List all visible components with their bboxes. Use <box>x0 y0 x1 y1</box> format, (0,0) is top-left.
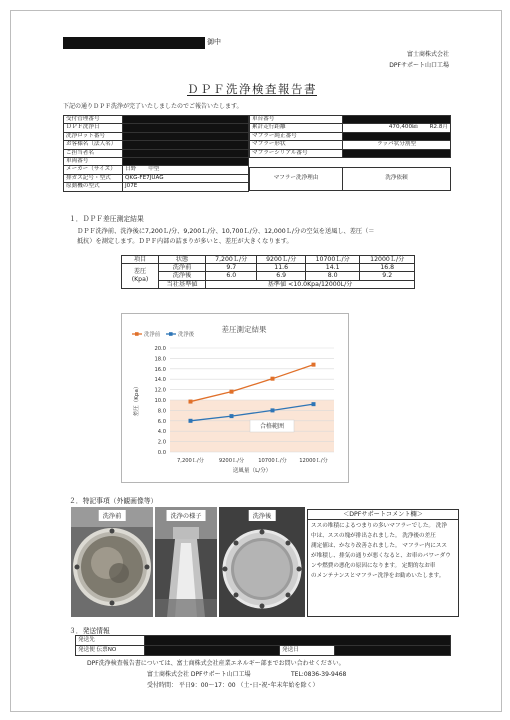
dp-before-value: 9.7 <box>206 264 257 272</box>
muffler-reason-table <box>249 167 451 191</box>
info-right-label: マフラー純正番号 <box>250 132 343 140</box>
dp-standard-label: 当社基準値 <box>159 280 206 288</box>
info-left-value-redacted <box>123 132 249 140</box>
company-name: 富士商株式会社 <box>406 51 449 58</box>
shipping-table <box>75 635 451 656</box>
info-right-label: マフラー形状 <box>250 141 343 149</box>
shipping-dest-label: 発送先 <box>76 636 145 646</box>
y-tick-label: 4.0 <box>157 429 166 436</box>
differential-pressure-table <box>121 255 415 289</box>
dp-after-value: 6.9 <box>257 272 305 280</box>
intro-text: 下記の通りＤＰＦ洗浄が完了いたしましたのでご報告いたします。 <box>63 103 243 110</box>
info-left-value-main: 日野 <box>125 166 137 173</box>
info-right-value <box>343 124 451 132</box>
info-left-value-redacted <box>123 158 249 166</box>
section1-paragraph-1: ＤＰＦ洗浄前、洗浄後に7,200Ｌ/分、9,200Ｌ/分、10,700Ｌ/分、12,000Ｌ/分の空気を送風し、差圧（＝ <box>77 228 375 235</box>
dp-flow-header: 10700Ｌ/分 <box>305 256 360 264</box>
footer-company: 富士商株式会社 DPFサポート山口工場 <box>147 671 251 678</box>
muffler-reason-label: マフラー洗浄理由 <box>250 168 343 191</box>
photo-label-before: 洗浄前 <box>99 510 126 521</box>
info-left-value <box>123 166 249 174</box>
y-tick-label: 14.0 <box>154 377 166 384</box>
info-left-value-redacted <box>123 124 249 132</box>
dp-after-label: 洗浄後 <box>159 272 206 280</box>
y-tick-label: 12.0 <box>154 387 166 394</box>
info-right-value-sub: R2.8月 <box>429 124 448 131</box>
comment-title: ＜DPFサポートコメント欄＞ <box>308 510 458 520</box>
chart-title: 差圧測定結果 <box>221 325 267 334</box>
comment-line: が堆積し、排気の通りが悪くなると、お車のパワーダウ <box>311 553 451 559</box>
legend-marker <box>135 332 139 336</box>
x-tick-label: 10700Ｌ/分 <box>258 458 287 464</box>
photo-label-after: 洗浄後 <box>249 510 276 521</box>
photo-before-image <box>71 507 153 617</box>
dp-after-value: 8.0 <box>305 272 360 280</box>
dp-before-value: 14.1 <box>305 264 360 272</box>
info-right-value-redacted <box>343 132 451 140</box>
info-right-value: ラッパ状分割型 <box>343 141 451 149</box>
dp-flow-header: 9200Ｌ/分 <box>257 256 305 264</box>
info-left-label: 原動機の型式 <box>64 183 123 191</box>
section1-paragraph-2: 抵抗）を測定します。ＤＰＦ内部の詰まりが多いと、差圧が大きくなります。 <box>77 238 293 245</box>
info-left-value: J07E <box>123 183 249 191</box>
dp-row-label-1: 差圧 <box>133 268 147 275</box>
y-tick-label: 0.0 <box>157 450 166 456</box>
shipping-date-label: 発送日 <box>280 646 335 656</box>
y-tick-label: 6.0 <box>157 418 166 425</box>
dp-row-label-2: (Kpa) <box>131 276 149 283</box>
comment-line: のメンテナンスとマフラー洗浄をお勧めいたします。 <box>311 573 445 579</box>
footer-hours: 受付時間： 平日9：00～17：00 （土･日･祝･年末年始を除く） <box>147 682 319 689</box>
y-tick-label: 16.0 <box>154 366 166 373</box>
dp-before-value: 16.8 <box>360 264 415 272</box>
shipping-date-redacted <box>335 646 451 656</box>
dp-flow-header: 12000Ｌ/分 <box>360 256 415 264</box>
report-page <box>10 10 502 712</box>
info-right-label: マフラーシリアル番号 <box>250 149 343 157</box>
info-left-value-sub: 中型 <box>148 166 160 173</box>
section3-heading: ３．発送情報 <box>69 627 110 635</box>
comment-box <box>307 509 459 617</box>
y-tick-label: 2.0 <box>157 439 166 446</box>
info-right-label: 車台番号 <box>250 116 343 124</box>
dp-after-value: 9.2 <box>360 272 415 280</box>
shipping-carrier-label: 発送便 伝票NO <box>76 646 145 656</box>
legend-marker <box>169 332 173 336</box>
data-point-after <box>312 402 316 406</box>
dp-before-label: 洗浄前 <box>159 264 206 272</box>
photo-before-cleaning <box>71 507 153 617</box>
dp-item-header: 項目 <box>122 256 159 264</box>
shipping-dest-redacted <box>145 636 451 646</box>
dp-row-label <box>122 264 159 289</box>
footer-line-1: DPF洗浄検査報告書については、富士商株式会社産業エネルギー部までお問い合わせください。 <box>87 660 345 667</box>
series-line-before <box>191 365 314 402</box>
data-point-after <box>271 408 275 412</box>
info-left-label: 洗浄ロット番号 <box>64 132 123 140</box>
comment-line: ンや燃費の悪化の原因になります。 定期的なお車 <box>311 563 436 569</box>
report-title: ＤＰＦ洗浄検査報告書 <box>187 82 317 96</box>
photo-label-cleaning: 洗浄の様子 <box>167 510 206 521</box>
y-tick-label: 10.0 <box>154 398 166 404</box>
pressure-chart-svg <box>122 314 348 482</box>
data-point-before <box>189 400 193 404</box>
data-point-after <box>230 414 234 418</box>
data-point-before <box>271 377 275 381</box>
info-right-value-redacted <box>343 116 451 124</box>
comment-line: 中は、ススの塊が排出されました。 洗浄後の差圧 <box>311 533 436 539</box>
y-axis-label: 差圧（Kpa） <box>134 383 140 417</box>
info-left-label: 排ガス記号・型式 <box>64 174 123 182</box>
photo-after-image <box>219 507 305 617</box>
footer-tel: TEL:0836-39-9468 <box>291 671 347 678</box>
photo-cleaning-image <box>155 507 217 617</box>
branch-name: DPFサポート山口工場 <box>389 62 449 69</box>
x-tick-label: 9200Ｌ/分 <box>218 458 245 464</box>
pressure-chart <box>121 313 349 483</box>
dp-state-header: 状態 <box>159 256 206 264</box>
info-left-label: 車両番号 <box>64 158 123 166</box>
x-axis-label: 送風量（L/分） <box>232 468 272 474</box>
dp-after-value: 6.0 <box>206 272 257 280</box>
dp-before-value: 11.6 <box>257 264 305 272</box>
legend-label: 洗浄前 <box>144 332 161 338</box>
comment-line: ススの堆積によるつまりの多いマフラーでした。 洗浄 <box>311 523 447 529</box>
x-tick-label: 12000Ｌ/分 <box>299 458 328 464</box>
info-left-value-redacted <box>123 141 249 149</box>
recipient-suffix: 御中 <box>207 38 221 46</box>
legend-label: 洗浄後 <box>178 332 195 338</box>
section1-heading: １．ＤＰＦ差圧測定結果 <box>69 215 144 223</box>
info-table-right <box>249 115 451 158</box>
pass-band-label: 合格範囲 <box>259 423 285 430</box>
info-left-value: QKG-FE7JUAG <box>123 174 249 182</box>
info-right-value-main: 470,400㎞ <box>388 124 418 131</box>
info-left-value-redacted <box>123 116 249 124</box>
x-tick-label: 7,200Ｌ/分 <box>177 458 204 464</box>
photo-after-cleaning <box>219 507 305 617</box>
dp-flow-header: 7,200Ｌ/分 <box>206 256 257 264</box>
photo-cleaning-process <box>155 507 217 617</box>
comment-line: 測定値は、かなり改善されました。 マフラー内にスス <box>311 543 448 549</box>
info-left-label: ＤＰＦ洗浄日 <box>64 124 123 132</box>
y-tick-label: 20.0 <box>154 346 166 352</box>
info-right-label: 累計走行距離 <box>250 124 343 132</box>
dp-standard-value: 基準値 <10.0Kpa/12000L/分 <box>206 280 415 288</box>
info-left-label: メーカー（サイズ） <box>64 166 123 174</box>
section2-heading: ２．特記事項（外観画像等） <box>69 497 158 505</box>
y-tick-label: 18.0 <box>154 356 166 363</box>
data-point-before <box>230 390 234 394</box>
data-point-after <box>189 419 193 423</box>
info-left-label: ご担当者名 <box>64 149 123 157</box>
info-left-value-redacted <box>123 149 249 157</box>
info-left-label: 受付管理番号 <box>64 116 123 124</box>
y-tick-label: 8.0 <box>157 408 166 415</box>
info-right-value-redacted <box>343 149 451 157</box>
data-point-before <box>312 363 316 367</box>
info-left-label: お客様名（法人名） <box>64 141 123 149</box>
comment-text <box>311 521 455 581</box>
recipient-name-redacted <box>63 37 205 49</box>
shipping-carrier-redacted <box>145 646 280 656</box>
muffler-reason-value: 洗浄依頼 <box>343 168 451 191</box>
info-table-left <box>63 115 249 192</box>
